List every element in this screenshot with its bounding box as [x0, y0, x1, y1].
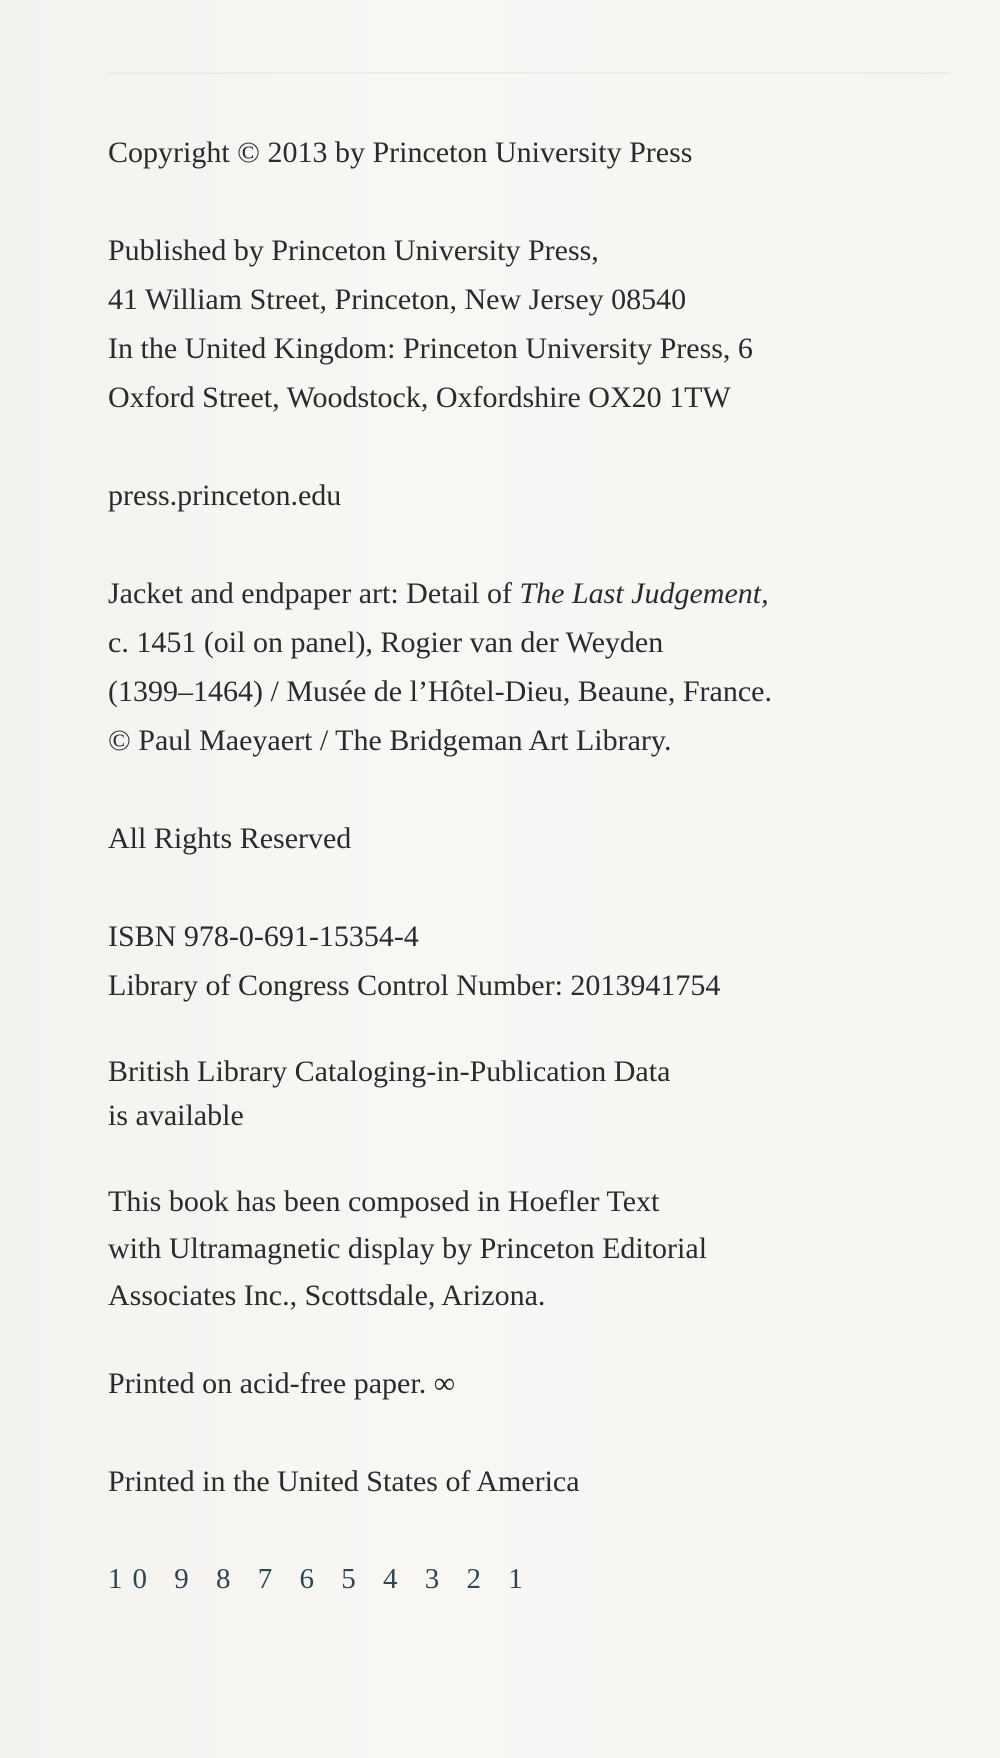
composition-note: [108, 1178, 968, 1319]
lccn: Library of Congress Control Number: 2013941754: [108, 969, 721, 1002]
publisher-line: 41 William Street, Princeton, New Jersey 08540: [108, 283, 687, 316]
composition-line: with Ultramagnetic display by Princeton Editorial: [108, 1232, 708, 1265]
cip-line: British Library Cataloging-in-Publication Data: [108, 1055, 671, 1088]
show-through-rule: [110, 72, 950, 74]
artwork-title: The Last Judgement,: [519, 577, 769, 610]
composition-line: This book has been composed in Hoefler Text: [108, 1185, 660, 1218]
publisher-line: In the United Kingdom: Princeton University Press, 6: [108, 332, 753, 365]
copyright-notice: [108, 128, 968, 177]
copyright-line: Copyright © 2013 by Princeton University Press: [108, 136, 693, 169]
art-credit: [108, 569, 968, 765]
paper-line: Printed on acid-free paper. ∞: [108, 1367, 456, 1400]
publisher-line: Oxford Street, Woodstock, Oxfordshire OX20 1TW: [108, 381, 731, 414]
art-credit-line-2: c. 1451 (oil on panel), Rogier van der Weyden: [108, 626, 664, 659]
art-credit-line-3: (1399–1464) / Musée de l’Hôtel-Dieu, Beaune, France.: [108, 675, 772, 708]
publisher-address: [108, 226, 968, 422]
copyright-text: [108, 128, 968, 1604]
printing-line: [108, 1555, 968, 1604]
isbn: ISBN 978-0-691-15354-4: [108, 920, 419, 953]
printing-numbers: 10 9 8 7 6 5 4 3 2 1: [108, 1563, 533, 1595]
cip-data: [108, 1050, 968, 1138]
art-credit-line-4: © Paul Maeyaert / The Bridgeman Art Library.: [108, 724, 672, 757]
website: [108, 471, 968, 520]
paper-note: [108, 1359, 968, 1408]
printed-in-line: Printed in the United States of America: [108, 1465, 580, 1498]
rights-line: All Rights Reserved: [108, 822, 352, 855]
cip-line: is available: [108, 1099, 244, 1132]
art-credit-line-1: [108, 569, 968, 618]
art-credit-prefix: Jacket and endpaper art: Detail of: [108, 577, 520, 610]
country-of-printing: [108, 1457, 968, 1506]
rights-statement: [108, 814, 968, 863]
identifiers: [108, 912, 968, 1010]
publisher-line: Published by Princeton University Press,: [108, 234, 599, 267]
composition-line: Associates Inc., Scottsdale, Arizona.: [108, 1279, 546, 1312]
website-url: press.princeton.edu: [108, 479, 342, 512]
